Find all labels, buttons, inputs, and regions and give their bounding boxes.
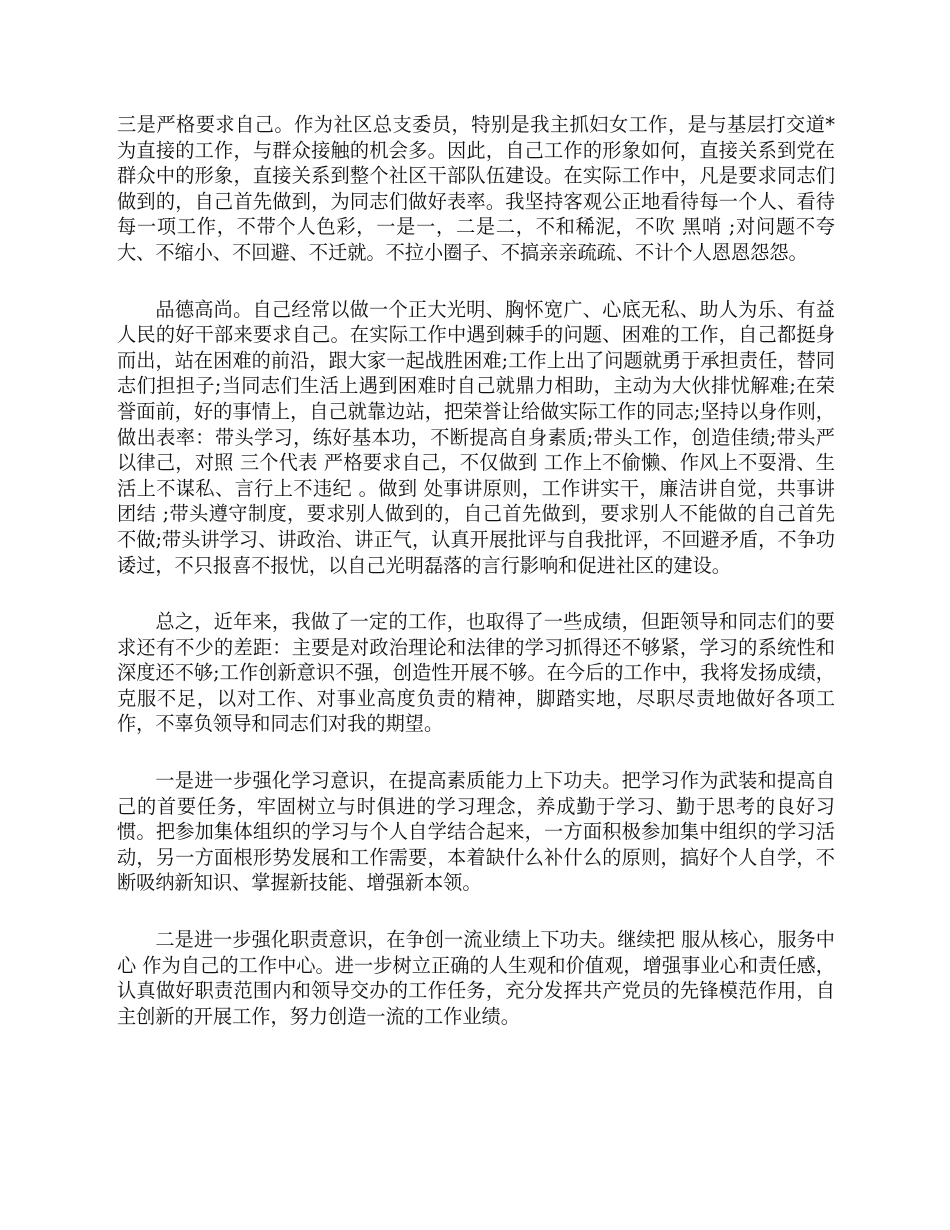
document-body bbox=[117, 112, 835, 1060]
paragraph-study-awareness: 一是进一步强化学习意识，在提高素质能力上下功夫。把学习作为武装和提高自己的首要任务，牢固树立与时俱进的学习理念，养成勤于学习、勤于思考的良好习惯。把参加集体组织的学习与个人自学结合起来，一方面积极参加集中组织的学习活动，另一方面根形势发展和工作需要，本着缺什么补什么的原则，搞好个人自学，不断吸纳新知识、掌握新技能、增强新本领。 bbox=[117, 769, 835, 895]
paragraph-noble-character: 品德高尚。自己经常以做一个正大光明、胸怀宽广、心底无私、助人为乐、有益人民的好干部来要求自己。在实际工作中遇到棘手的问题、困难的工作，自己都挺身而出，站在困难的前沿，跟大家一起战胜困难;工作上出了问题就勇于承担责任，替同志们担担子;当同志们生活上遇到困难时自己就鼎力相助，主动为大伙排忧解难;在荣誉面前，好的事情上，自己就靠边站，把荣誉让给做实际工作的同志;坚持以身作则，做出表率：带头学习，练好基本功，不断提高自身素质;带头工作，创造佳绩;带头严以律己，对照 三个代表 严格要求自己，不仅做到 工作上不偷懒、作风上不耍滑、生活上不谋私、言行上不违纪 。做到 处事讲原则，工作讲实干，廉洁讲自觉，共事讲团结 ;带头遵守制度，要求别人做到的，自己首先做到，要求别人不能做的自己首先不做;带头讲学习、讲政治、讲正气，认真开展批评与自我批评，不回避矛盾，不争功诿过，不只报喜不报忧，以自己光明磊落的言行影响和促进社区的建设。 bbox=[117, 297, 835, 577]
paragraph-duty-awareness: 二是进一步强化职责意识，在争创一流业绩上下功夫。继续把 服从核心，服务中心 作为自己的工作中心。进一步树立正确的人生观和价值观，增强事业心和责任感，认真做好职责范围内和领导交办的工作任务，充分发挥共产党员的先锋模范作用，自主创新的开展工作，努力创造一流的工作业绩。 bbox=[117, 928, 835, 1028]
paragraph-summary: 总之，近年来，我做了一定的工作，也取得了一些成绩，但距领导和同志们的要求还有不少的差距：主要是对政治理论和法律的学习抓得还不够紧，学习的系统性和深度还不够;工作创新意识不强，创造性开展不够。在今后的工作中，我将发扬成绩，克服不足，以对工作、对事业高度负责的精神，脚踏实地，尽职尽责地做好各项工作，不辜负领导和同志们对我的期望。 bbox=[117, 610, 835, 736]
paragraph-strict-self-requirement: 三是严格要求自己。作为社区总支委员，特别是我主抓妇女工作，是与基层打交道*为直接的工作，与群众接触的机会多。因此，自己工作的形象如何，直接关系到党在群众中的形象，直接关系到整个社区干部队伍建设。在实际工作中，凡是要求同志们做到的，自己首先做到，为同志们做好表率。我坚持客观公正地看待每一个人、看待每一项工作，不带个人色彩，一是一，二是二，不和稀泥，不吹 黑哨 ;对问题不夸大、不缩小、不回避、不迁就。不拉小圈子、不搞亲亲疏疏、不计个人恩恩怨怨。 bbox=[117, 113, 835, 264]
